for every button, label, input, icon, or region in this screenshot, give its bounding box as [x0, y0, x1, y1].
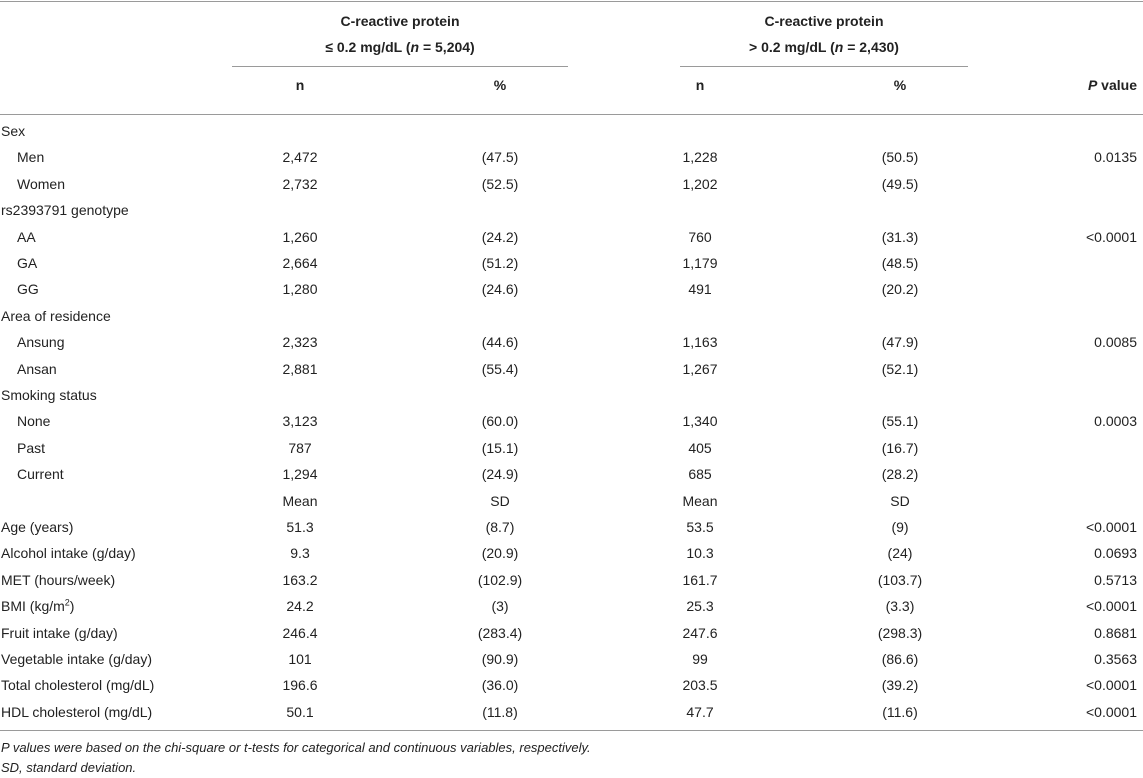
row-label [1, 544, 231, 562]
cell-p1: (24.9) [481, 466, 519, 483]
cell-n1: 1,260 [282, 228, 318, 245]
cell-p2: (28.2) [881, 466, 919, 483]
footnote-1-text: values were based on the chi-square or t-tests for categorical and continuous variables, respectively. [9, 740, 591, 755]
row-label [1, 518, 231, 536]
cell-pvalue: 0.3563 [1094, 651, 1137, 667]
cell-n2: 247.6 [682, 624, 718, 641]
cell-n2: 1,340 [682, 413, 718, 430]
cell-n2: 491 [688, 281, 712, 298]
cell-n2: 203.5 [682, 677, 718, 694]
row-label-text: GA [17, 255, 38, 271]
col-header-pct1: % [493, 77, 507, 93]
cell-p1: (24.6) [481, 281, 519, 298]
row-label-text: HDL cholesterol (mg/dL) [1, 703, 153, 720]
row-label-text: None [17, 413, 51, 430]
row-label [1, 597, 231, 615]
cell-pvalue: <0.0001 [1086, 228, 1137, 245]
cell-n2: Mean [682, 492, 718, 509]
cell-n1: 3,123 [282, 413, 318, 430]
cell-pvalue: 0.5713 [1094, 571, 1137, 588]
row-label-text: Total cholesterol (mg/dL) [1, 677, 155, 694]
group1-sub-suffix: = 5,204) [419, 39, 475, 55]
cell-p2: (31.3) [881, 228, 919, 245]
cell-p2: (86.6) [881, 651, 919, 667]
cell-p1: (52.5) [481, 175, 519, 192]
cell-p2: (49.5) [881, 175, 919, 192]
group1-subtitle [232, 38, 568, 56]
cell-n2: 25.3 [686, 598, 714, 615]
row-label [17, 280, 247, 298]
row-label [17, 148, 247, 166]
cell-n2: 685 [688, 466, 712, 483]
cell-p1: (51.2) [481, 255, 519, 271]
row-label [1, 571, 231, 589]
cell-n2: 161.7 [682, 571, 718, 588]
cell-p1: (44.6) [481, 334, 519, 351]
row-label-text: Vegetable intake (g/day) [1, 651, 152, 667]
row-label-text: GG [17, 281, 39, 298]
cell-n1: 1,294 [282, 466, 318, 483]
row-label [17, 439, 247, 457]
row-label-text: Current [17, 466, 64, 483]
cell-n1: 101 [288, 651, 312, 667]
group2-sub-n: n [834, 39, 844, 55]
cell-p1: SD [490, 492, 510, 509]
cell-p2: (9) [891, 519, 909, 535]
row-label-superscript: 2 [64, 597, 70, 608]
pvalue-rest: value [1097, 77, 1137, 93]
group2-title: C-reactive protein [764, 13, 884, 29]
cell-p2: (11.6) [882, 703, 918, 720]
cell-n2: 405 [688, 439, 712, 456]
group2-sub-prefix: > 0.2 mg/dL ( [749, 39, 835, 55]
top-rule [0, 1, 1143, 2]
cell-p1: (11.8) [482, 703, 518, 720]
cell-p2: (20.2) [881, 281, 919, 298]
table-bottom-rule [0, 730, 1143, 731]
col-header-pct2: % [893, 77, 907, 93]
row-label-suffix: ) [69, 598, 75, 615]
cell-p1: (283.4) [477, 624, 523, 641]
cell-p2: (47.9) [881, 334, 919, 351]
group2-sub-suffix: = 2,430) [843, 39, 899, 55]
row-label-text: Ansan [17, 360, 57, 377]
footnote-2: SD, standard deviation. [1, 760, 137, 775]
cell-p1: (36.0) [481, 677, 519, 694]
cell-pvalue: <0.0001 [1086, 598, 1137, 615]
group2-underline [680, 66, 968, 67]
col-header-n1: n [295, 77, 305, 93]
cell-p2: (39.2) [881, 677, 919, 694]
cell-pvalue: <0.0001 [1086, 519, 1137, 535]
cell-pvalue: 0.0085 [1094, 334, 1137, 351]
cell-n2: 1,163 [682, 334, 718, 351]
cell-n1: 2,472 [282, 149, 318, 166]
cell-n2: 760 [688, 228, 712, 245]
cell-n2: 1,179 [682, 255, 718, 271]
cell-p2: (3.3) [885, 598, 915, 615]
cell-n2: 1,228 [682, 149, 718, 166]
footnote-1 [1, 740, 591, 756]
cell-p2: SD [890, 492, 910, 509]
row-label [17, 465, 247, 483]
row-label-text: Age (years) [1, 519, 74, 535]
row-label-text: Alcohol intake (g/day) [1, 545, 136, 562]
row-label [17, 412, 247, 430]
cell-n1: 246.4 [282, 624, 318, 641]
cell-p1: (102.9) [477, 571, 523, 588]
cell-p2: (298.3) [877, 624, 923, 641]
col-header-pvalue [1000, 76, 1137, 94]
col-header-n2: n [695, 77, 705, 93]
row-label-text: Women [17, 175, 65, 192]
row-label [1, 676, 231, 694]
cell-p2: (52.1) [881, 360, 919, 377]
cell-n1: 2,664 [282, 255, 318, 271]
cell-n2: 47.7 [686, 703, 714, 720]
group2-subtitle [680, 38, 968, 56]
footnote-1-p: P [1, 740, 10, 755]
cell-p1: (3) [491, 598, 509, 615]
pvalue-italic: P [1087, 77, 1098, 93]
cell-pvalue: 0.0003 [1094, 413, 1137, 430]
cell-pvalue: <0.0001 [1086, 677, 1137, 694]
cell-n2: 99 [692, 651, 708, 667]
row-label [1, 650, 231, 668]
row-label-text: Sex [1, 123, 26, 139]
cell-p2: (50.5) [881, 149, 919, 166]
row-label [17, 333, 247, 351]
row-label [1, 703, 231, 721]
cell-p2: (55.1) [881, 413, 919, 430]
group1-underline [232, 66, 568, 67]
cell-n1: 24.2 [286, 598, 314, 615]
row-label [1, 201, 231, 219]
row-label [1, 624, 231, 642]
group1-sub-prefix: ≤ 0.2 mg/dL ( [325, 39, 411, 55]
row-label [17, 254, 247, 272]
row-label [1, 386, 231, 404]
row-label [17, 228, 247, 246]
row-label-text: Area of residence [1, 307, 111, 324]
row-label-text: rs2393791 genotype [1, 202, 129, 219]
cell-n2: 1,202 [682, 175, 718, 192]
cell-n1: 50.1 [286, 703, 314, 720]
cell-pvalue: 0.8681 [1094, 624, 1137, 641]
cell-n1: 9.3 [290, 545, 310, 562]
cell-n1: 1,280 [282, 281, 318, 298]
row-label-text: AA [17, 228, 36, 245]
cell-p1: (47.5) [481, 149, 519, 166]
cell-p1: (20.9) [481, 545, 519, 562]
cell-n2: 1,267 [682, 360, 718, 377]
cell-p2: (48.5) [881, 255, 919, 271]
cell-p1: (55.4) [481, 360, 519, 377]
cell-n1: 51.3 [286, 519, 314, 535]
cell-p1: (90.9) [481, 651, 519, 667]
cell-n1: 163.2 [282, 571, 318, 588]
cell-n1: 2,732 [282, 175, 318, 192]
cell-p1: (8.7) [485, 519, 515, 535]
cell-n1: Mean [282, 492, 318, 509]
row-label-text: BMI (kg/m [1, 598, 65, 615]
group1-sub-n: n [410, 39, 420, 55]
cell-n1: 2,323 [282, 334, 318, 351]
cell-p1: (60.0) [481, 413, 519, 430]
row-label-text: MET (hours/week) [1, 571, 116, 588]
cell-p2: (16.7) [881, 439, 919, 456]
cell-n1: 787 [288, 439, 312, 456]
cell-p1: (15.1) [481, 439, 519, 456]
cell-pvalue: <0.0001 [1086, 703, 1137, 720]
row-label [17, 175, 247, 193]
row-label [1, 122, 231, 140]
row-label-text: Ansung [17, 334, 65, 351]
row-label-text: Fruit intake (g/day) [1, 624, 118, 641]
row-label-text: Men [17, 149, 45, 166]
cell-p1: (24.2) [481, 228, 519, 245]
group1-title: C-reactive protein [340, 13, 460, 29]
cell-n2: 53.5 [686, 519, 714, 535]
row-label [17, 360, 247, 378]
cell-n2: 10.3 [686, 545, 714, 562]
cell-n1: 196.6 [282, 677, 318, 694]
row-label [1, 307, 231, 325]
cell-p2: (24) [887, 545, 913, 562]
cell-n1: 2,881 [282, 360, 318, 377]
header-bottom-rule [0, 114, 1143, 115]
row-label-text: Past [17, 439, 46, 456]
cell-p2: (103.7) [877, 571, 923, 588]
cell-pvalue: 0.0135 [1094, 149, 1137, 166]
row-label-text: Smoking status [1, 387, 97, 403]
cell-pvalue: 0.0693 [1094, 545, 1137, 562]
